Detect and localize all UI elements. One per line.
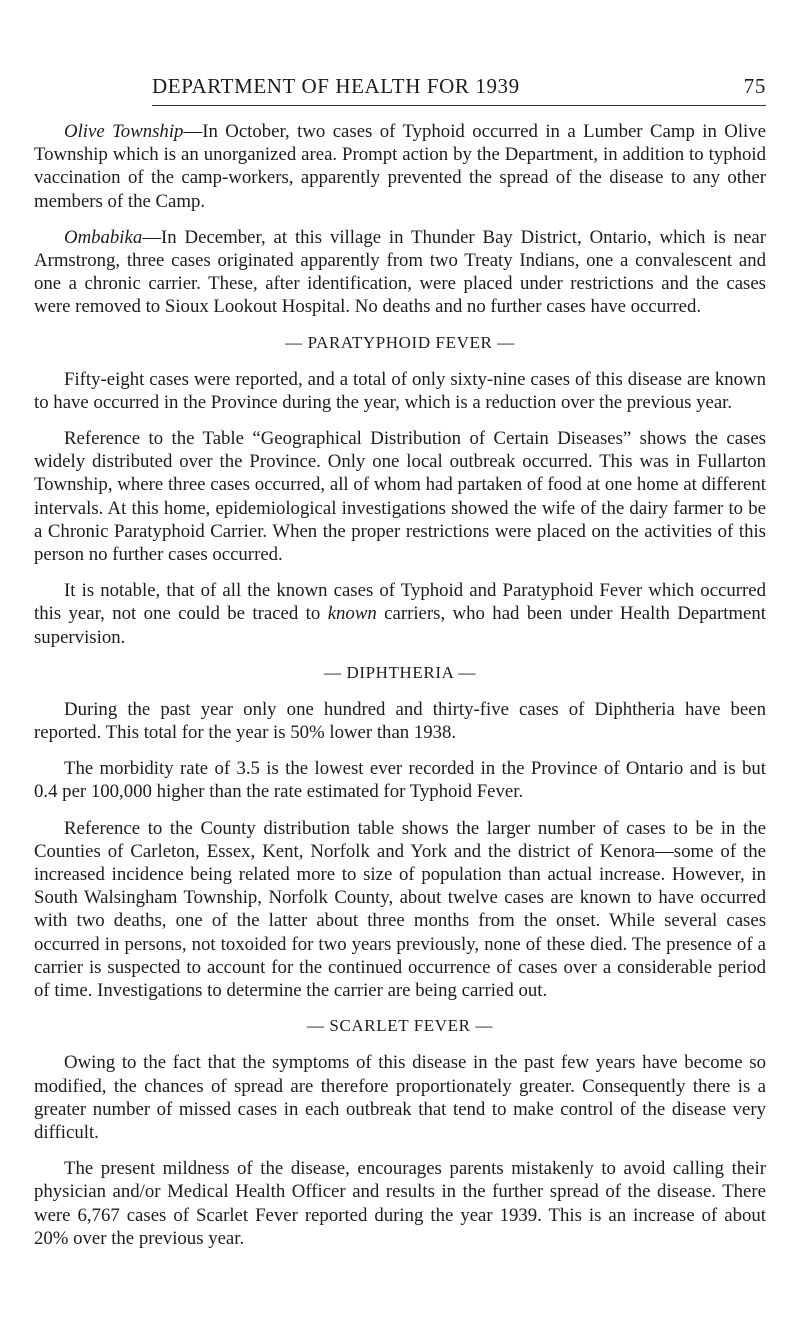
page-header	[34, 74, 766, 104]
paragraph-ombabika	[34, 226, 766, 319]
running-title: DEPARTMENT OF HEALTH FOR 1939	[152, 74, 520, 98]
heading-diphtheria: — DIPHTHERIA —	[324, 662, 476, 682]
paragraph-carriers-note	[34, 579, 766, 649]
ombabika-text: —In December, at this village in Thunder Bay District, Ontario, which is near Armstrong, three cases originated apparently from two Treaty Indians, one a convalescent and one a chronic carrier. These, after identification, were placed under restrictions and the cases were removed to Sioux Lookout Hospital. No deaths and no further cases have occurred.	[34, 226, 766, 318]
page-number: 75	[743, 74, 766, 98]
carriers-note-emphasis: known	[327, 603, 377, 625]
paragraph-paratyphoid-count: Fifty-eight cases were reported, and a total of only sixty-nine cases of this disease are known to have occurred in the Province during the year, which is a reduction over the previous year.	[34, 368, 766, 413]
body-text	[34, 120, 766, 1250]
heading-scarlet-fever: — SCARLET FEVER —	[306, 1016, 494, 1036]
carriers-note-after: carriers, who had been under Health Department supervision.	[34, 603, 766, 648]
ombabika-lead: Ombabika	[64, 226, 143, 248]
paragraph-diphtheria-count: During the past year only one hundred and thirty-five cases of Diphtheria have been reported. This total for the year is 50% lower than 1938.	[34, 698, 766, 744]
olive-township-text: —In October, two cases of Typhoid occurred in a Lumber Camp in Olive Township which is an unorganized area. Prompt action by the Department, in addition to typhoid vaccination of the camp-workers, apparently prevented the spread of the disease to any other members of the Camp.	[34, 121, 766, 212]
paragraph-scarlet-symptoms: Owing to the fact that the symptoms of this disease in the past few years have become so modified, the chances of spread are therefore proportionately greater. Consequently there is a greater number of missed cases in each outbreak that tend to make control of the disease very difficult.	[34, 1052, 766, 1143]
paragraph-diphtheria-morbidity: The morbidity rate of 3.5 is the lowest ever recorded in the Province of Ontario and is but 0.4 per 100,000 higher than the rate estimated for Typhoid Fever.	[34, 758, 766, 803]
header-rule	[152, 105, 766, 106]
paragraph-scarlet-mildness: The present mildness of the disease, encourages parents mistakenly to avoid calling their physician and/or Medical Health Officer and results in the further spread of the disease. There were 6,767 cases of Scarlet Fever reported during the year 1939. This is an increase of about 20% over the previous year.	[34, 1158, 766, 1249]
carriers-note-before: It is notable, that of all the known cases of Typhoid and Paratyphoid Fever which occurred this year, not one could be traced to	[34, 580, 766, 625]
paragraph-olive-township	[34, 120, 766, 213]
paragraph-diphtheria-distribution: Reference to the County distribution table shows the larger number of cases to be in the Counties of Carleton, Essex, Kent, Norfolk and York and the district of Kenora—some of the increased incidence being related more to size of population than actual increase. However, in South Walsingham Township, Norfolk County, about twelve cases are known to have occurred with two deaths, one of the latter about three months from the onset. While several cases occurred in persons, not toxoided for two years previously, none of these died. The presence of a carrier is suspected to account for the continued occurrence of cases over a considerable period of time. Investigations to determine the carrier are being carried out.	[34, 817, 766, 1002]
heading-paratyphoid-fever: — PARATYPHOID FEVER —	[285, 332, 515, 352]
paragraph-paratyphoid-distribution: Reference to the Table “Geographical Distribution of Certain Diseases” shows the cases widely distributed over the Province. Only one local outbreak occurred. This was in Fullarton Township, where three cases occurred, all of whom had partaken of food at one home at different intervals. At this home, epidemiological investigations showed the wife of the dairy farmer to be a Chronic Paratyphoid Carrier. When the proper restrictions were placed on the activities of this person no further cases occurred.	[34, 428, 766, 566]
olive-township-lead: Olive Township	[64, 121, 184, 142]
